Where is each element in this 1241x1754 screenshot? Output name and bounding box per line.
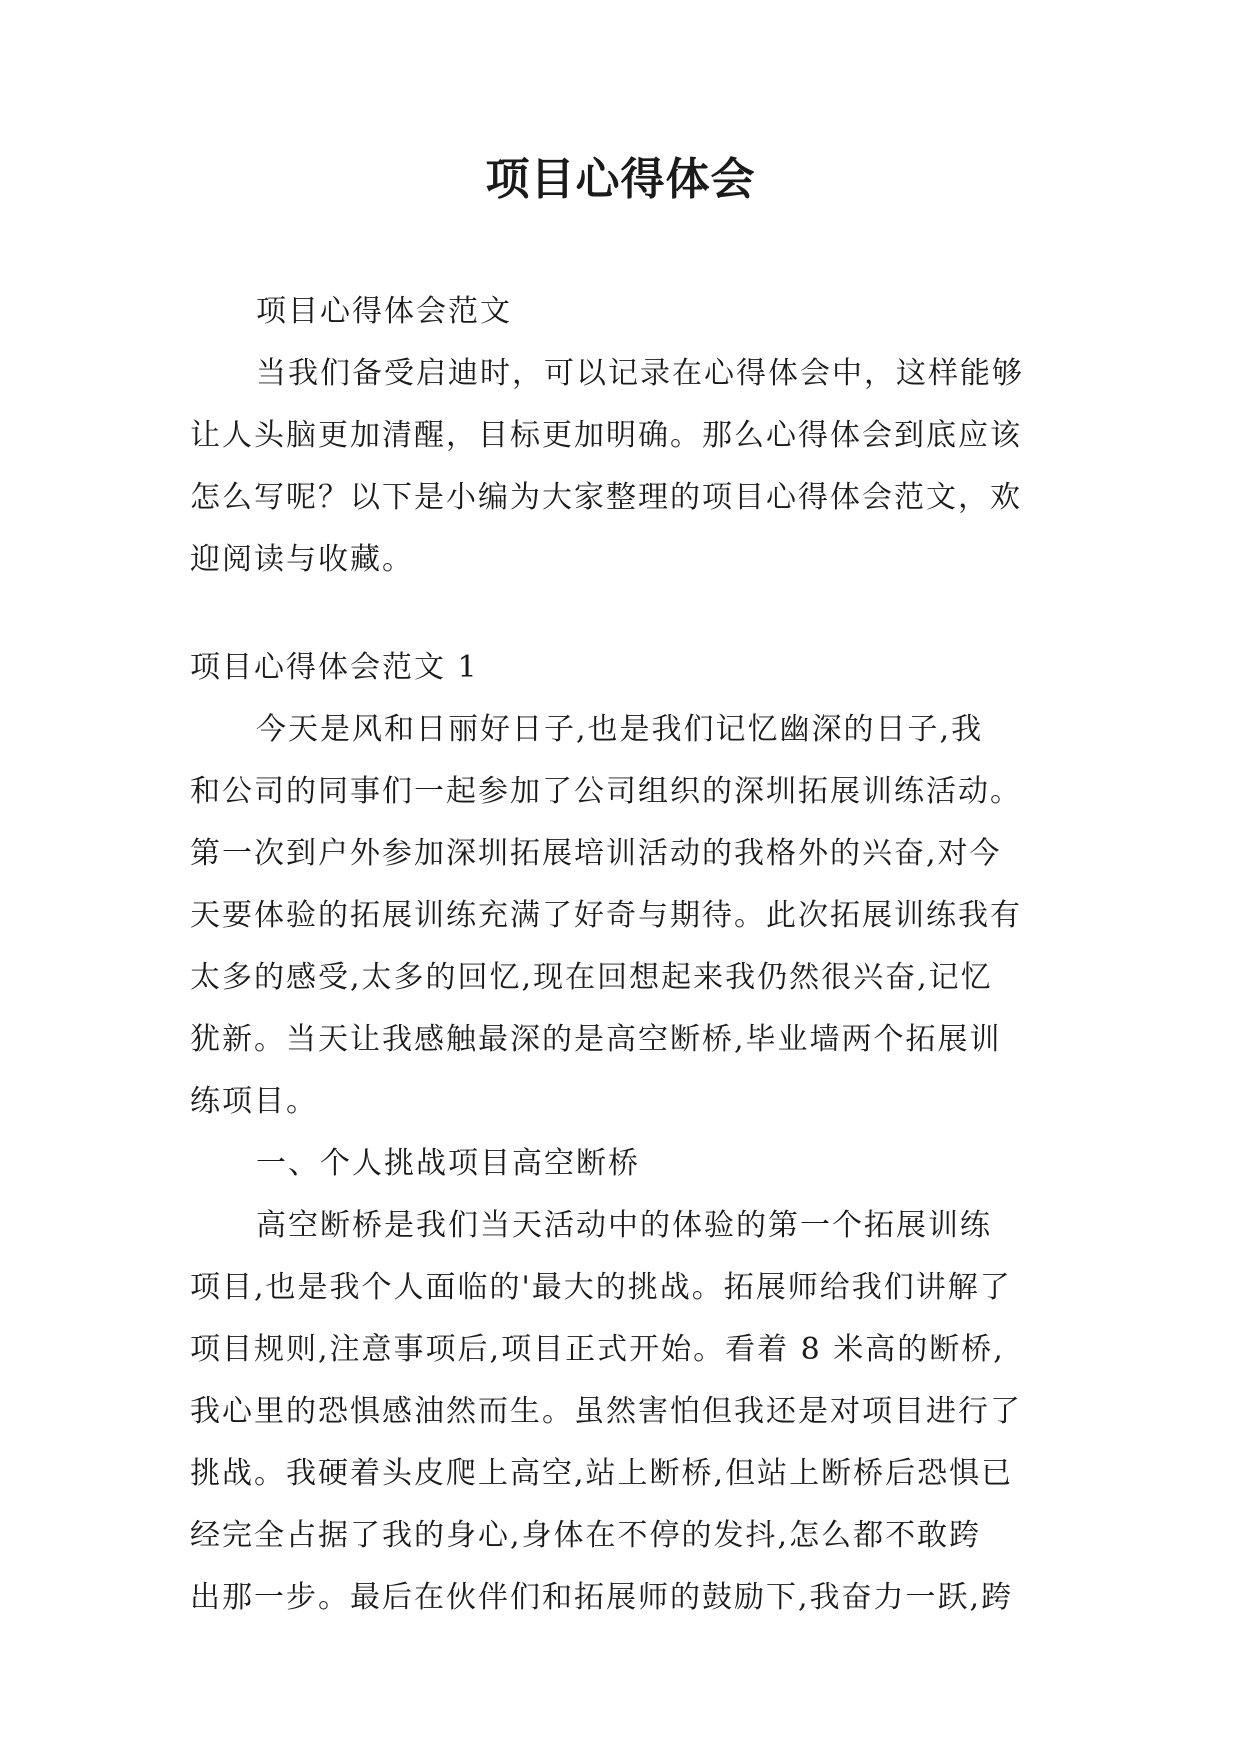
paragraph-line: 迎阅读与收藏。 bbox=[190, 542, 414, 577]
paragraph-line: 天要体验的拓展训练充满了好奇与期待。此次拓展训练我有 bbox=[190, 898, 1022, 933]
paragraph-line: 出那一步。最后在伙伴们和拓展师的鼓励下,我奋力一跃,跨 bbox=[190, 1580, 1014, 1615]
paragraph-line: 怎么写呢？以下是小编为大家整理的项目心得体会范文，欢 bbox=[190, 480, 1022, 515]
paragraph-line: 我心里的恐惧感油然而生。虽然害怕但我还是对项目进行了 bbox=[190, 1394, 1022, 1429]
paragraph-line: 和公司的同事们一起参加了公司组织的深圳拓展训练活动。 bbox=[190, 774, 1022, 809]
paragraph-line: 犹新。当天让我感触最深的是高空断桥,毕业墙两个拓展训 bbox=[190, 1022, 1002, 1057]
paragraph-line: 项目规则,注意事项后,项目正式开始。看着 8 米高的断桥, bbox=[190, 1332, 1005, 1367]
paragraph-line: 高空断桥是我们当天活动中的体验的第一个拓展训练 bbox=[256, 1208, 992, 1243]
paragraph-line: 当我们备受启迪时，可以记录在心得体会中，这样能够 bbox=[256, 356, 1024, 391]
document-title: 项目心得体会 bbox=[485, 154, 756, 205]
paragraph-line: 让人头脑更加清醒，目标更加明确。那么心得体会到底应该 bbox=[190, 418, 1022, 453]
paragraph-line: 太多的感受,太多的回忆,现在回想起来我仍然很兴奋,记忆 bbox=[190, 960, 993, 995]
paragraph-line: 第一次到户外参加深圳拓展培训活动的我格外的兴奋,对今 bbox=[190, 836, 1002, 871]
section-heading-intro: 项目心得体会范文 bbox=[256, 294, 512, 329]
section-heading-1: 项目心得体会范文 1 bbox=[190, 650, 479, 685]
paragraph-line: 今天是风和日丽好日子,也是我们记忆幽深的日子,我 bbox=[256, 712, 984, 747]
paragraph-line: 项目,也是我个人面临的'最大的挑战。拓展师给我们讲解了 bbox=[190, 1270, 1012, 1305]
paragraph-line: 经完全占据了我的身心,身体在不停的发抖,怎么都不敢跨 bbox=[190, 1518, 982, 1553]
paragraph-line: 挑战。我硬着头皮爬上高空,站上断桥,但站上断桥后恐惧已 bbox=[190, 1456, 1014, 1491]
paragraph-line: 练项目。 bbox=[190, 1084, 318, 1119]
subsection-heading: 一、个人挑战项目高空断桥 bbox=[256, 1146, 640, 1181]
